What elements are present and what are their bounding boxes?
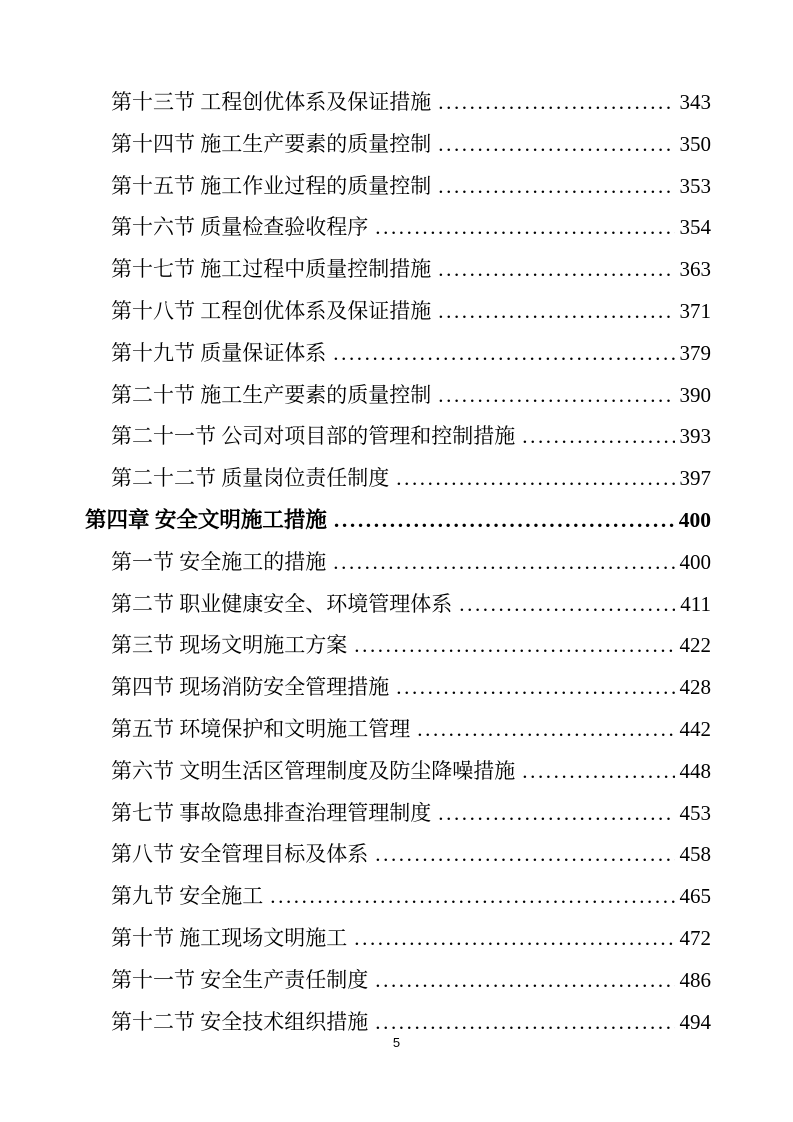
toc-entry-title: 第十七节 施工过程中质量控制措施 [111,257,432,282]
toc-entry-title: 第十六节 质量检查验收程序 [111,215,369,240]
toc-entry-page: 350 [679,131,711,156]
dot-leader [375,834,674,876]
toc-entry-title: 第二十二节 质量岗位责任制度 [111,466,390,491]
dot-leader [334,500,674,542]
toc-entry-page: 422 [679,633,711,658]
dot-leader [375,207,674,249]
dot-leader [522,751,674,793]
toc-section-entry[interactable] [85,82,711,124]
toc-entry-page: 363 [679,257,711,282]
toc-entry-title: 第十八节 工程创优体系及保证措施 [111,298,432,323]
toc-entry-page: 397 [679,466,711,491]
toc-entry-page: 400 [679,549,711,574]
toc-entry-title: 第四节 现场消防安全管理措施 [111,675,390,700]
toc-entry-title: 第二十一节 公司对项目部的管理和控制措施 [111,424,516,449]
toc-section-entry[interactable] [85,375,711,417]
toc-entry-title: 第十九节 质量保证体系 [111,340,327,365]
toc-entry-page: 458 [679,842,711,867]
toc-entry-page: 371 [679,298,711,323]
toc-entry-page: 448 [679,758,711,783]
toc-chapter-entry[interactable] [85,500,711,542]
toc-entry-page: 354 [679,215,711,240]
toc-entry-title: 第六节 文明生活区管理制度及防尘降噪措施 [111,758,516,783]
toc-section-entry[interactable] [85,291,711,333]
toc-section-entry[interactable] [85,918,711,960]
toc-entry-title: 第二节 职业健康安全、环境管理体系 [111,591,453,616]
dot-leader [396,458,674,500]
page-footer [0,1035,793,1051]
page-number: 5 [392,1035,401,1050]
dot-leader [438,291,674,333]
toc-entry-page: 486 [679,967,711,992]
toc-entry-page: 343 [679,90,711,114]
toc-section-entry[interactable] [85,124,711,166]
toc-entry-title: 第二十节 施工生产要素的质量控制 [111,382,432,407]
toc-section-entry[interactable] [85,709,711,751]
dot-leader [417,709,674,751]
toc-entry-title: 第七节 事故隐患排查治理管理制度 [111,800,432,825]
toc-entry-title: 第一节 安全施工的措施 [111,549,327,574]
toc-section-entry[interactable] [85,667,711,709]
toc-entry-page: 379 [679,340,711,365]
toc-section-entry[interactable] [85,834,711,876]
toc-section-entry[interactable] [85,751,711,793]
toc-entry-title: 第十三节 工程创优体系及保证措施 [111,90,432,114]
dot-leader [459,584,675,626]
toc-entry-page: 428 [679,675,711,700]
dot-leader [333,333,674,375]
toc-section-entry[interactable] [85,584,711,626]
dot-leader [354,625,674,667]
toc-entry-page: 442 [679,716,711,741]
toc-entry-title: 第十一节 安全生产责任制度 [111,967,369,992]
dot-leader [438,375,674,417]
toc-entry-page: 411 [680,591,711,616]
toc-section-entry[interactable] [85,876,711,918]
toc-section-entry[interactable] [85,625,711,667]
toc-section-entry[interactable] [85,458,711,500]
dot-leader [354,918,674,960]
dot-leader [375,960,674,1002]
toc-entry-page: 390 [679,382,711,407]
toc-entry-page: 465 [679,884,711,909]
dot-leader [438,793,674,835]
toc-list [85,82,711,1043]
toc-entry-title: 第十二节 安全技术组织措施 [111,1009,369,1034]
toc-entry-title: 第十节 施工现场文明施工 [111,925,348,950]
dot-leader [396,667,674,709]
toc-section-entry[interactable] [85,793,711,835]
dot-leader [438,249,674,291]
toc-entry-title: 第十五节 施工作业过程的质量控制 [111,173,432,198]
dot-leader [333,542,674,584]
toc-entry-page: 353 [679,173,711,198]
toc-section-entry[interactable] [85,960,711,1002]
toc-section-entry[interactable] [85,333,711,375]
toc-entry-title: 第十四节 施工生产要素的质量控制 [111,131,432,156]
toc-entry-page: 393 [679,424,711,449]
toc-section-entry[interactable] [85,542,711,584]
toc-entry-page: 453 [679,800,711,825]
toc-section-entry[interactable] [85,166,711,208]
dot-leader [438,82,674,124]
toc-entry-title: 第八节 安全管理目标及体系 [111,842,369,867]
toc-entry-title: 第四章 安全文明施工措施 [85,507,327,532]
dot-leader [438,124,674,166]
toc-entry-title: 第五节 环境保护和文明施工管理 [111,716,411,741]
dot-leader [270,876,674,918]
toc-entry-page: 494 [679,1009,711,1034]
toc-entry-page: 472 [679,925,711,950]
dot-leader [522,416,674,458]
toc-section-entry[interactable] [85,207,711,249]
dot-leader [438,166,674,208]
toc-entry-title: 第三节 现场文明施工方案 [111,633,348,658]
toc-section-entry[interactable] [85,249,711,291]
toc-entry-title: 第九节 安全施工 [111,884,264,909]
toc-entry-page: 400 [678,507,711,532]
toc-section-entry[interactable] [85,416,711,458]
